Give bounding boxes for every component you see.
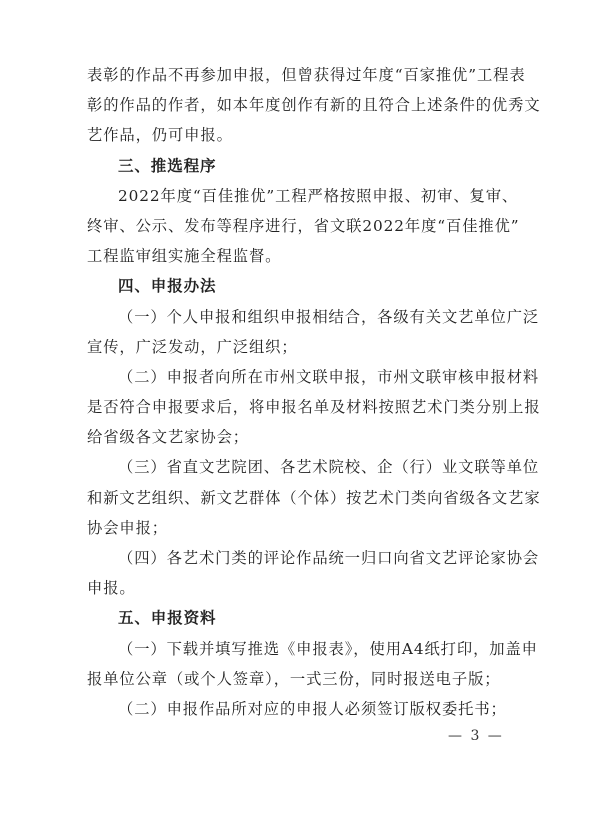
paragraph-line: 宣传，广泛发动，广泛组织； [87, 338, 298, 356]
paragraph-line: 给省级各文艺家协会； [87, 428, 249, 446]
paragraph-line: 和新文艺组织、新文艺群体（个体）按艺术门类向省级各文艺家 [87, 489, 541, 507]
paragraph-line: 报单位公章（或个人签章），一式三份，同时报送电子版； [87, 670, 501, 688]
paragraph-line: （三）省直文艺院团、各艺术院校、企（行）业文联等单位 [118, 458, 540, 476]
paragraph-line: 艺作品，仍可申报。 [87, 126, 233, 144]
paragraph-line: 2022年度“百佳推优”工程严格按照申报、初审、复审、 [118, 187, 519, 205]
paragraph-line: 协会申报； [87, 519, 168, 537]
paragraph-line: （四）各艺术门类的评论作品统一归口向省文艺评论家协会 [118, 549, 540, 567]
paragraph-line: （一）下载并填写推选《申报表》，使用A4纸打印，加盖申 [118, 640, 538, 658]
section-heading: 三、推选程序 [118, 157, 217, 175]
section-heading: 五、申报资料 [118, 609, 217, 627]
paragraph-line: 终审、公示、发布等程序进行，省文联2022年度“百佳推优” [87, 217, 520, 235]
paragraph-line: 申报。 [87, 579, 136, 597]
paragraph-line: （一）个人申报和组织申报相结合，各级有关文艺单位广泛 [118, 308, 540, 326]
paragraph-line: 是否符合申报要求后，将申报名单及材料按照艺术门类分别上报 [87, 398, 541, 416]
paragraph-line: 工程监审组实施全程监督。 [87, 247, 282, 265]
paragraph-line: （二）申报作品所对应的申报人必须签订版权委托书； [118, 700, 507, 718]
paragraph-line: 彰的作品的作者，如本年度创作有新的且符合上述条件的优秀文 [87, 96, 541, 114]
paragraph-line: 表彰的作品不再参加申报，但曾获得过年度“百家推优”工程表 [87, 66, 526, 84]
paragraph-line: （二）申报者向所在市州文联申报，市州文联审核申报材料 [118, 368, 540, 386]
page-number: — 3 — [448, 728, 504, 744]
section-heading: 四、申报办法 [118, 277, 217, 295]
